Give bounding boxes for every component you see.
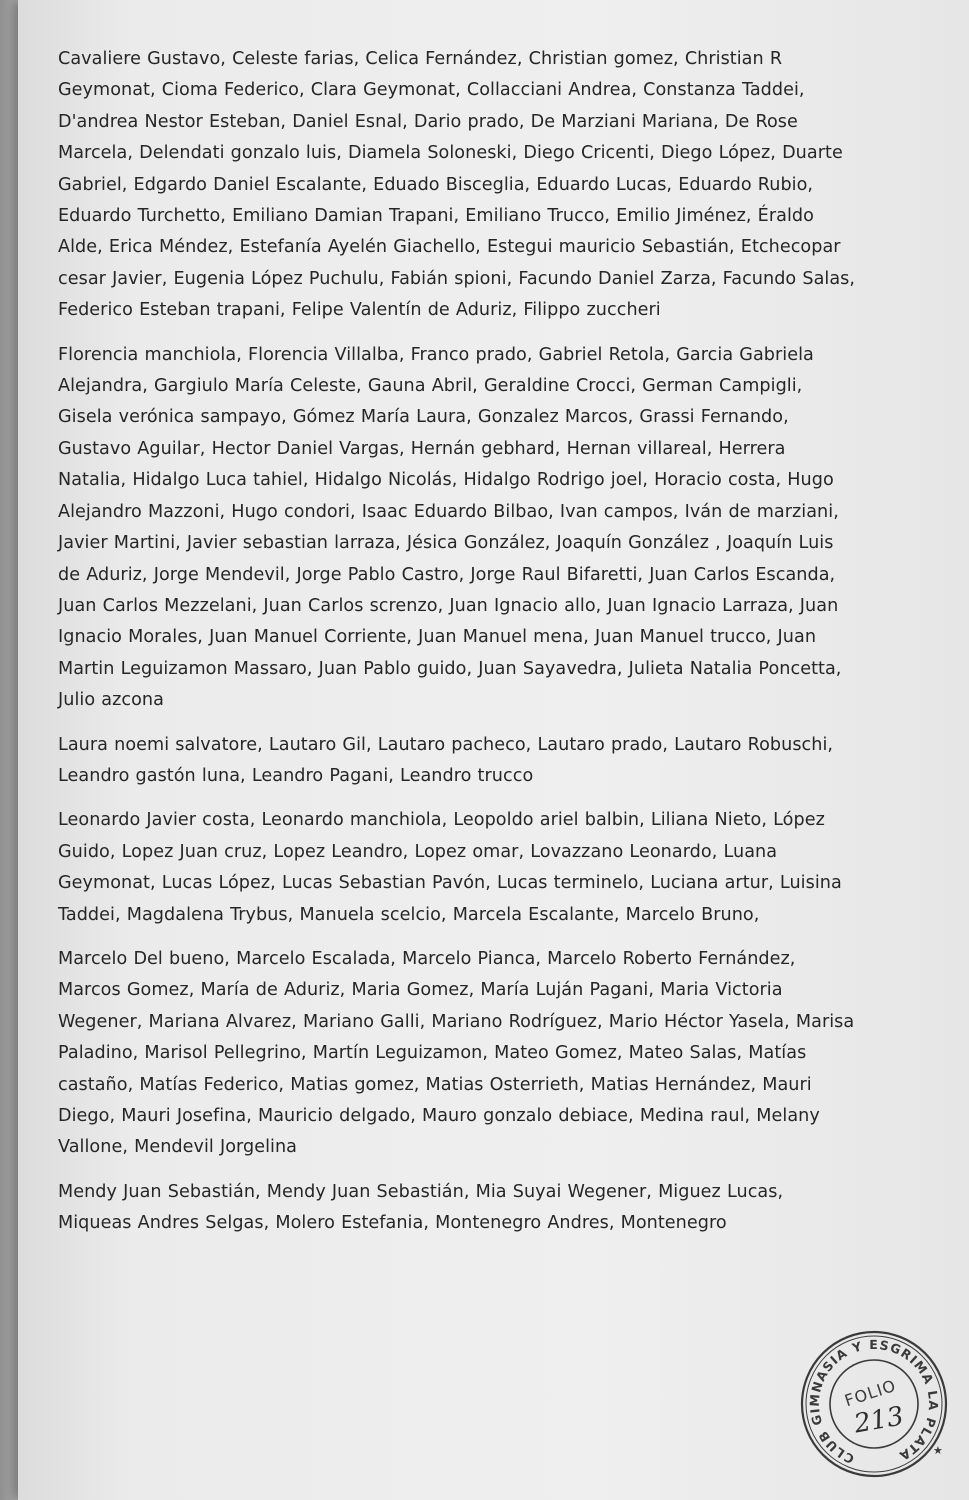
- stamp-folio-number: 213: [851, 1401, 906, 1440]
- names-paragraph-4: Leonardo Javier costa, Leonardo manchiola, Leopoldo ariel balbin, Liliana Nieto, López Guido, Lopez Juan cruz, Lopez Leandro, Lopez omar, Lovazzano Leonardo, Luana Geymonat, Lucas López, Lucas Sebastian Pavón, Lucas terminelo, Luciana artur, Luisina Taddei, Magdalena Trybus, Manuela scelcio, Marcela Escalante, Marcelo Bruno,: [58, 810, 842, 925]
- names-list: [58, 44, 858, 1253]
- svg-text:CLUB GIMNASIA Y ESGRIMA LA PLA: [798, 1328, 950, 1480]
- document-page: [18, 0, 969, 1500]
- stamp-ring-text: CLUB GIMNASIA Y ESGRIMA LA PLATA: [806, 1336, 942, 1467]
- names-paragraph-5: Marcelo Del bueno, Marcelo Escalada, Marcelo Pianca, Marcelo Roberto Fernández, Marcos Gomez, María de Aduriz, Maria Gomez, María Luján Pagani, Maria Victoria Wegener, Mariana Alvarez, Mariano Galli, Mariano Rodríguez, Mario Héctor Yasela, Marisa Paladino, Marisol Pellegrino, Martín Leguizamon, Mateo Gomez, Mateo Salas, Matías castaño, Matías Federico, Matias gomez, Matias Osterrieth, Matias Hernández, Mauri Diego, Mauri Josefina, Mauricio delgado, Mauro gonzalo debiace, Medina raul, Melany Vallone, Mendevil Jorgelina: [58, 948, 855, 1158]
- names-paragraph-6: Mendy Juan Sebastián, Mendy Juan Sebastián, Mia Suyai Wegener, Miguez Lucas, Miqueas Andres Selgas, Molero Estefania, Montenegro Andres, Montenegro: [58, 1181, 784, 1234]
- names-paragraph-1: Cavaliere Gustavo, Celeste farias, Celica Fernández, Christian gomez, Christian R Geymonat, Cioma Federico, Clara Geymonat, Collacciani Andrea, Constanza Taddei, D'andrea Nestor Esteban, Daniel Esnal, Dario prado, De Marziani Mariana, De Rose Marcela, Delendati gonzalo luis, Diamela Soloneski, Diego Cricenti, Diego López, Duarte Gabriel, Edgardo Daniel Escalante, Eduado Bisceglia, Eduardo Lucas, Eduardo Rubio, Eduardo Turchetto, Emiliano Damian Trapani, Emiliano Trucco, Emilio Jiménez, Éraldo Alde, Erica Méndez, Estefanía Ayelén Giachello, Estegui mauricio Sebastián, Etchecopar cesar Javier, Eugenia López Puchulu, Fabián spioni, Facundo Daniel Zarza, Facundo Salas, Federico Esteban trapani, Felipe Valentín de Aduriz, Filippo zuccheri: [58, 49, 856, 321]
- folio-stamp: [798, 1328, 950, 1480]
- stamp-folio-label: FOLIO: [842, 1375, 899, 1411]
- names-paragraph-3: Laura noemi salvatore, Lautaro Gil, Lautaro pacheco, Lautaro prado, Lautaro Robuschi, Leandro gastón luna, Leandro Pagani, Leandro trucco: [58, 734, 834, 786]
- names-paragraph-2: Florencia manchiola, Florencia Villalba, Franco prado, Gabriel Retola, Garcia Gabriela Alejandra, Gargiulo María Celeste, Gauna Abril, Geraldine Crocci, German Campigli, Gisela verónica sampayo, Gómez María Laura, Gonzalez Marcos, Grassi Fernando, Gustavo Aguilar, Hector Daniel Vargas, Hernán gebhard, Hernan villareal, Herrera Natalia, Hidalgo Luca tahiel, Hidalgo Nicolás, Hidalgo Rodrigo joel, Horacio costa, Hugo Alejandro Mazzoni, Hugo condori, Isaac Eduardo Bilbao, Ivan campos, Iván de marziani, Javier Martini, Javier sebastian larraza, Jésica González, Joaquín González , Joaquín Luis de Aduriz, Jorge Mendevil, Jorge Pablo Castro, Jorge Raul Bifaretti, Juan Carlos Escanda, Juan Carlos Mezzelani, Juan Carlos screnzo, Juan Ignacio allo, Juan Ignacio Larraza, Juan Ignacio Morales, Juan Manuel Corriente, Juan Manuel mena, Juan Manuel trucco, Juan Martin Leguizamon Massaro, Juan Pablo guido, Juan Sayavedra, Julieta Natalia Poncetta, Julio azcona: [58, 344, 842, 711]
- star-icon: ★: [933, 1444, 943, 1457]
